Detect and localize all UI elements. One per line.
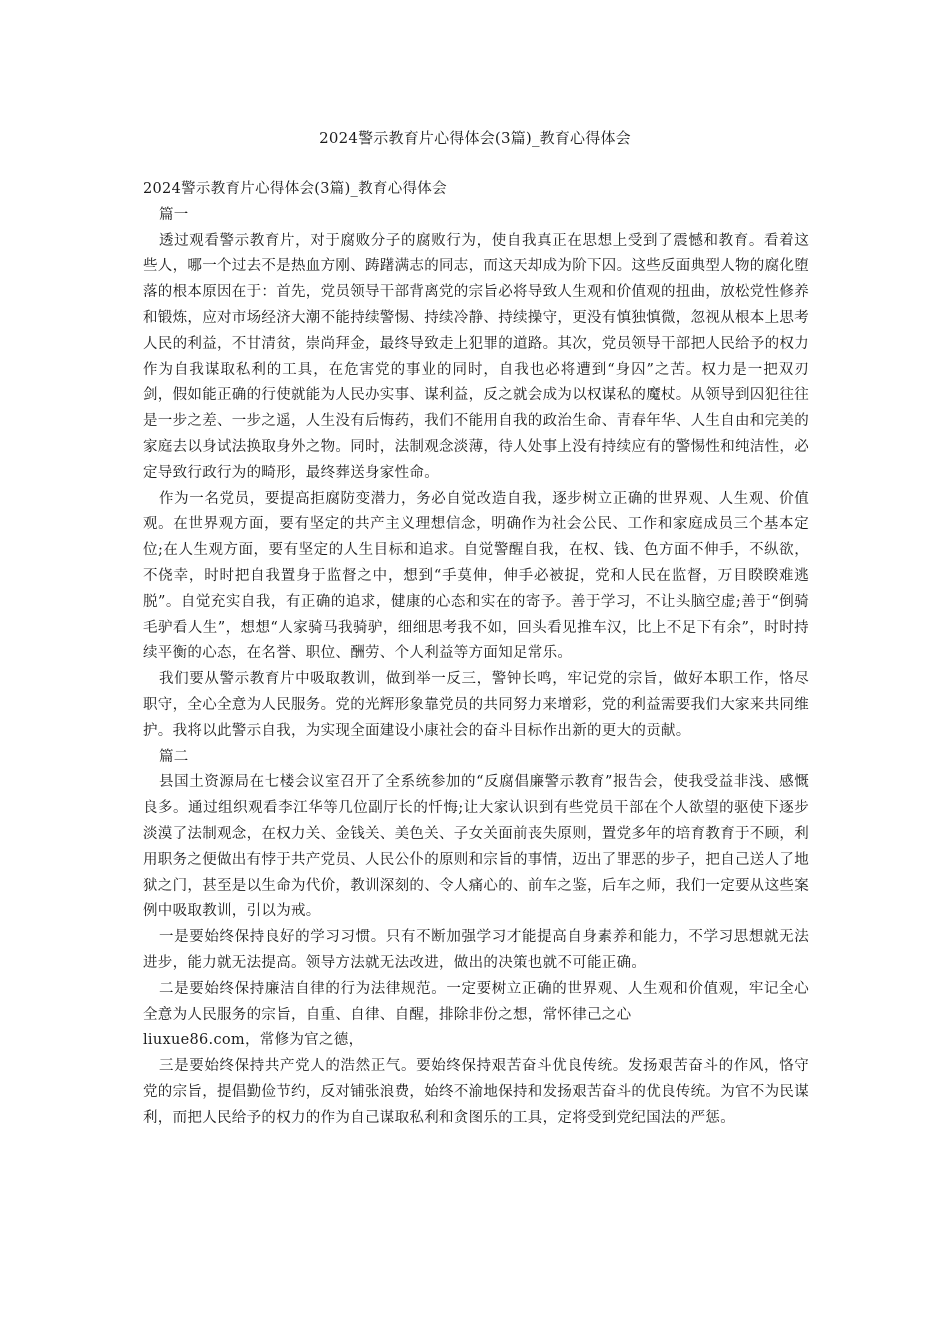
paragraph: 三是要始终保持共产党人的浩然正气。要始终保持艰苦奋斗优良传统。发扬艰苦奋斗的作风，恪守党的宗旨，提倡勤俭节约，反对铺张浪费，始终不渝地保持和发扬艰苦奋斗的优良传统。为官不为民谋利，而把人民给予的权力的作为自己谋取私利和贪图乐的工具，定将受到党纪国法的严惩。 <box>143 1058 809 1126</box>
paragraph: 一是要始终保持良好的学习习惯。只有不断加强学习才能提高自身素养和能力，不学习思想就无法进步，能力就无法提高。领导方法就无法改进，做出的决策也就不可能正确。 <box>143 929 809 971</box>
document-body <box>143 177 809 1131</box>
paragraph: 我们要从警示教育片中吸取教训，做到举一反三，警钟长鸣，牢记党的宗旨，做好本职工作，恪尽职守，全心全意为人民服务。党的光辉形象靠党员的共同努力来增彩，党的利益需要我们大家来共同维护。我将以此警示自我，为实现全面建设小康社会的奋斗目标作出新的更大的贡献。 <box>143 671 809 739</box>
page-title: 2024警示教育片心得体会(3篇)_教育心得体会 <box>319 129 631 147</box>
section-label-two: 篇二 <box>159 748 189 765</box>
paragraph: 二是要始终保持廉洁自律的行为法律规范。一定要树立正确的世界观、人生观和价值观，牢记全心全意为人民服务的宗旨，自重、自律、自醒，排除非份之想，常怀律己之心 <box>143 980 809 1023</box>
section-label-one: 篇一 <box>159 206 189 223</box>
paragraph: 作为一名党员，要提高拒腐防变潜力，务必自觉改造自我，逐步树立正确的世界观、人生观、价值观。在世界观方面，要有坚定的共产主义理想信念，明确作为社会公民、工作和家庭成员三个基本定位;在人生观方面，要有坚定的人生目标和追求。自觉警醒自我，在权、钱、色方面不伸手，不纵欲，不侥幸，时时把自我置身于监督之中，想到“手莫伸，伸手必被捉，党和人民在监督，万目睽睽难逃脱”。自觉充实自我，有正确的追求，健康的心态和实在的寄予。善于学习，不让头脑空虚;善于“倒骑毛驴看人生”，想想“人家骑马我骑驴，细细思考我不如，回头看见推车汉，比上不足下有余”，时时持续平衡的心态，在名誉、职位、酬劳、个人利益等方面知足常乐。 <box>143 490 809 662</box>
paragraph-continuation: liuxue86.com，常修为官之德， <box>143 1032 364 1049</box>
paragraph: 透过观看警示教育片，对于腐败分子的腐败行为，使自我真正在思想上受到了震憾和教育。看着这些人，哪一个过去不是热血方刚、踌躇满志的同志，而这天却成为阶下囚。这些反面典型人物的腐化堕落的根本原因在于：首先，党员领导干部背离党的宗旨必将导致人生观和价值观的扭曲，放松党性修养和锻炼，应对市场经济大潮不能持续警惕、持续冷静、持续操守，更没有慎独慎微，忽视从根本上思考人民的利益，不甘清贫，崇尚拜金，最终导致走上犯罪的道路。其次，党员领导干部把人民给予的权力作为自我谋取私利的工具，在危害党的事业的同时，自我也必将遭到“身囚”之苦。权力是一把双刃剑，假如能正确的行使就能为人民办实事、谋利益，反之就会成为以权谋私的魔杖。从领导到囚犯往往是一步之差、一步之遥，人生没有后悔药，我们不能用自我的政治生命、青春年华、人生自由和完美的家庭去以身试法换取身外之物。同时，法制观念淡薄，待人处事上没有持续应有的警惕性和纯洁性，必定导致行政行为的畸形，最终葬送身家性命。 <box>143 232 809 481</box>
paragraph: 县国土资源局在七楼会议室召开了全系统参加的“反腐倡廉警示教育”报告会，使我受益非浅、感慨良多。通过组织观看李江华等几位副厅长的忏悔;让大家认识到有些党员干部在个人欲望的驱使下逐步淡漠了法制观念，在权力关、金钱关、美色关、子女关面前丧失原则，置党多年的培育教育于不顾，利用职务之便做出有悖于共产党员、人民公仆的原则和宗旨的事情，迈出了罪恶的步子，把自己送人了地狱之门，甚至是以生命为代价，教训深刻的、令人痛心的、前车之鉴，后车之师，我们一定要从这些案例中吸取教训，引以为戒。 <box>143 774 809 920</box>
document-heading: 2024警示教育片心得体会(3篇)_教育心得体会 <box>143 181 447 197</box>
